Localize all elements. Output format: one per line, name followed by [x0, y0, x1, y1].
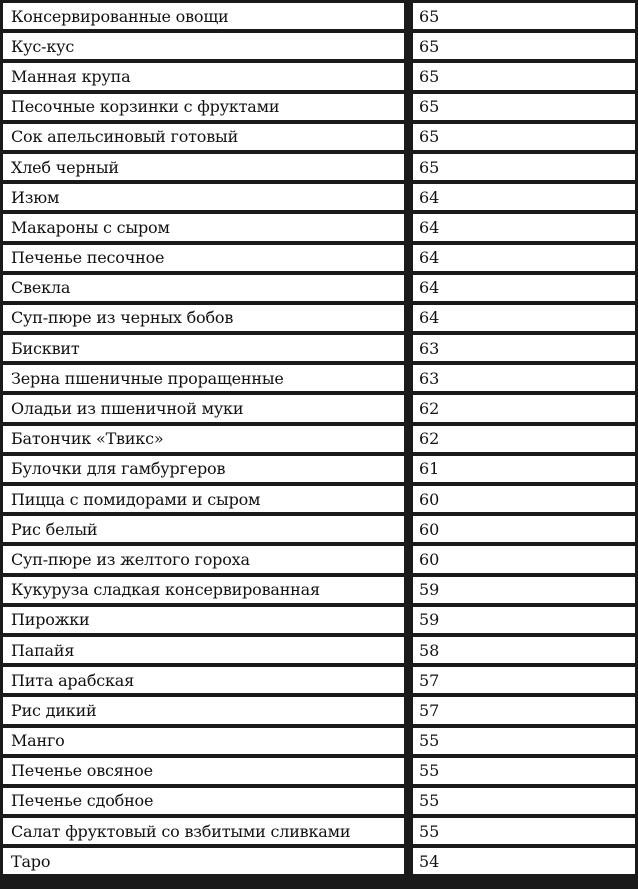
- glycemic-index-cell: 64: [413, 184, 635, 214]
- table-row: [3, 3, 635, 33]
- glycemic-index-cell: 55: [413, 728, 635, 758]
- glycemic-index-cell: 64: [413, 245, 635, 275]
- glycemic-index-cell: 65: [413, 154, 635, 184]
- table-row: [3, 245, 635, 275]
- glycemic-index-cell: 64: [413, 305, 635, 335]
- glycemic-index-cell: 60: [413, 546, 635, 576]
- table-row: [3, 214, 635, 244]
- glycemic-index-cell: 65: [413, 94, 635, 124]
- food-name-cell: Пирожки: [3, 607, 413, 637]
- glycemic-index-cell: 63: [413, 365, 635, 395]
- food-name-cell: Изюм: [3, 184, 413, 214]
- food-name-cell: Булочки для гамбургеров: [3, 456, 413, 486]
- table-row: [3, 184, 635, 214]
- food-name-cell: Пицца с помидорами и сыром: [3, 486, 413, 516]
- food-name-cell: Папайя: [3, 637, 413, 667]
- food-name-cell: Салат фруктовый со взбитыми сливками: [3, 818, 413, 848]
- glycemic-index-cell: 62: [413, 395, 635, 425]
- table-row: [3, 395, 635, 425]
- glycemic-index-cell: 55: [413, 758, 635, 788]
- table-row: [3, 33, 635, 63]
- table-row: [3, 426, 635, 456]
- food-name-cell: Оладьи из пшеничной муки: [3, 395, 413, 425]
- table-body: [3, 3, 635, 874]
- table-row: [3, 607, 635, 637]
- table-row: [3, 154, 635, 184]
- table-row: [3, 305, 635, 335]
- table-row: [3, 667, 635, 697]
- table-row: [3, 788, 635, 818]
- table-row: [3, 94, 635, 124]
- food-name-cell: Свекла: [3, 275, 413, 305]
- food-name-cell: Печенье песочное: [3, 245, 413, 275]
- table-row: [3, 486, 635, 516]
- glycemic-index-cell: 61: [413, 456, 635, 486]
- glycemic-index-cell: 60: [413, 486, 635, 516]
- glycemic-index-cell: 57: [413, 697, 635, 727]
- glycemic-index-cell: 65: [413, 63, 635, 93]
- food-name-cell: Суп-пюре из желтого гороха: [3, 546, 413, 576]
- food-name-cell: Песочные корзинки с фруктами: [3, 94, 413, 124]
- table-row: [3, 516, 635, 546]
- glycemic-index-cell: 55: [413, 818, 635, 848]
- table-row: [3, 456, 635, 486]
- glycemic-index-cell: 59: [413, 607, 635, 637]
- food-name-cell: Манная крупа: [3, 63, 413, 93]
- table-row: [3, 124, 635, 154]
- glycemic-index-cell: 62: [413, 426, 635, 456]
- glycemic-index-cell: 58: [413, 637, 635, 667]
- food-name-cell: Пита арабская: [3, 667, 413, 697]
- glycemic-index-cell: 55: [413, 788, 635, 818]
- food-name-cell: Сок апельсиновый готовый: [3, 124, 413, 154]
- table-row: [3, 577, 635, 607]
- food-name-cell: Рис белый: [3, 516, 413, 546]
- table-row: [3, 728, 635, 758]
- food-name-cell: Таро: [3, 848, 413, 874]
- food-name-cell: Кукуруза сладкая консервированная: [3, 577, 413, 607]
- table-row: [3, 758, 635, 788]
- glycemic-index-cell: 65: [413, 3, 635, 33]
- food-name-cell: Макароны с сыром: [3, 214, 413, 244]
- glycemic-index-cell: 65: [413, 124, 635, 154]
- food-name-cell: Консервированные овощи: [3, 3, 413, 33]
- table-row: [3, 335, 635, 365]
- glycemic-index-cell: 60: [413, 516, 635, 546]
- food-name-cell: Кус-кус: [3, 33, 413, 63]
- food-name-cell: Суп-пюре из черных бобов: [3, 305, 413, 335]
- table-row: [3, 848, 635, 874]
- table-row: [3, 63, 635, 93]
- food-table: [3, 3, 635, 874]
- food-name-cell: Манго: [3, 728, 413, 758]
- glycemic-index-cell: 65: [413, 33, 635, 63]
- food-name-cell: Печенье овсяное: [3, 758, 413, 788]
- glycemic-index-cell: 63: [413, 335, 635, 365]
- table-row: [3, 365, 635, 395]
- glycemic-index-cell: 59: [413, 577, 635, 607]
- table-row: [3, 697, 635, 727]
- food-name-cell: Печенье сдобное: [3, 788, 413, 818]
- food-name-cell: Рис дикий: [3, 697, 413, 727]
- table-row: [3, 546, 635, 576]
- table-row: [3, 275, 635, 305]
- table-row: [3, 637, 635, 667]
- food-name-cell: Бисквит: [3, 335, 413, 365]
- food-name-cell: Батончик «Твикс»: [3, 426, 413, 456]
- glycemic-index-cell: 64: [413, 275, 635, 305]
- food-name-cell: Хлеб черный: [3, 154, 413, 184]
- glycemic-index-cell: 64: [413, 214, 635, 244]
- glycemic-index-cell: 54: [413, 848, 635, 874]
- food-name-cell: Зерна пшеничные проращенные: [3, 365, 413, 395]
- glycemic-index-cell: 57: [413, 667, 635, 697]
- table-row: [3, 818, 635, 848]
